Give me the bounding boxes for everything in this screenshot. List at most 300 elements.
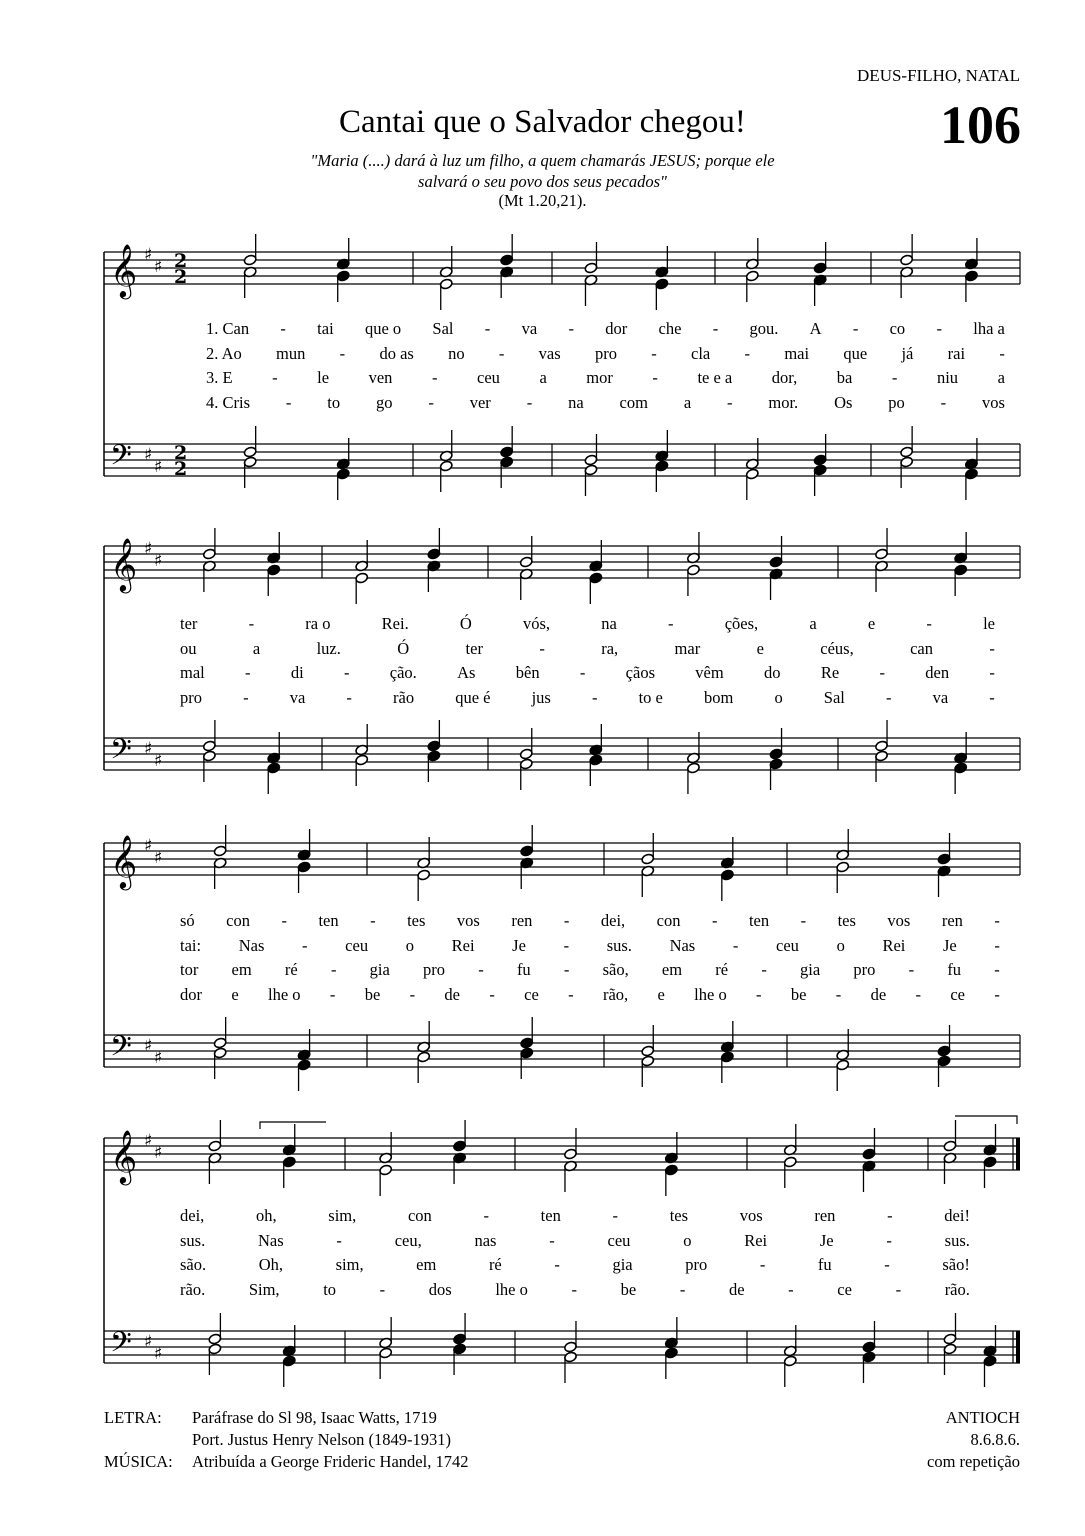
lyric-syllable: -: [668, 614, 674, 633]
lyric-syllable: mal: [180, 663, 205, 682]
lyric-syllable: -: [852, 319, 859, 338]
sharp-sign: ♯: [144, 1036, 153, 1056]
lyric-syllable: mai: [784, 343, 810, 363]
letra-label: LETRA:: [104, 1408, 162, 1427]
lyric-syllable: Nas: [257, 1230, 284, 1250]
lyric-syllable: ten: [540, 1206, 561, 1225]
sharp-sign: ♯: [154, 1143, 163, 1163]
treble-note: [500, 254, 514, 266]
lyric-syllable: -: [563, 911, 570, 930]
lyric-syllable: ba: [836, 368, 853, 387]
lyric-syllable: a: [997, 368, 1005, 387]
lyric-syllable: Je: [819, 1230, 834, 1250]
lyric-line: [180, 1255, 970, 1275]
lyric-syllable: dei,: [600, 911, 626, 930]
lyric-syllable: ções,: [724, 614, 759, 633]
lyric-syllable: A: [809, 319, 822, 338]
repeat-note: com repetição: [927, 1452, 1020, 1471]
lyric-syllable: ce: [950, 984, 965, 1004]
lyric-syllable: vos: [982, 392, 1005, 412]
lyric-syllable: ten: [748, 911, 770, 930]
bass-note: [208, 1333, 222, 1345]
lyric-syllable: gia: [369, 960, 390, 979]
lyric-syllable: são.: [180, 1255, 207, 1274]
lyric-line: [180, 614, 995, 634]
lyric-syllable: -: [989, 638, 995, 658]
lyric-syllable: -: [756, 984, 762, 1004]
bass-note: [355, 754, 369, 766]
lyric-syllable: dei,: [180, 1206, 205, 1225]
lyric-line: [180, 911, 1000, 931]
bass-note: [500, 456, 514, 468]
lyric-syllable: -: [568, 319, 574, 338]
lyric-line: [180, 936, 1000, 956]
lyric-syllable: can: [910, 638, 933, 658]
letra-text-1: Paráfrase do Sl 98, Isaac Watts, 1719: [192, 1408, 437, 1427]
lyric-syllable: Oh,: [258, 1255, 284, 1274]
lyric-syllable: -: [330, 960, 337, 979]
lyric-syllable: -: [761, 960, 767, 979]
lyric-syllable: a: [683, 392, 692, 412]
lyric-syllable: -: [989, 687, 995, 707]
lyric-syllable: ou: [180, 638, 197, 658]
treble-note: [664, 1164, 678, 1176]
bass-note: [282, 1355, 296, 1367]
bass-note: [519, 748, 533, 760]
lyric-syllable: -: [409, 984, 416, 1004]
lyric-syllable: As: [457, 663, 476, 682]
lyric-syllable: -: [526, 392, 533, 412]
bass-note: [664, 1347, 678, 1359]
lyric-line: [180, 985, 1000, 1005]
lyric-syllable: bom: [703, 687, 734, 707]
bass-note: [203, 750, 217, 762]
lyric-syllable: em: [416, 1255, 437, 1274]
lyric-syllable: -: [539, 638, 545, 658]
treble-note: [836, 861, 850, 873]
lyric-syllable: ren: [511, 911, 533, 930]
lyric-syllable: mor.: [768, 392, 799, 412]
bass-note: [954, 762, 968, 774]
treble-note: [417, 869, 431, 881]
lyric-syllable: a: [809, 614, 817, 633]
lyric-syllable: e: [657, 984, 665, 1004]
bass-note: [641, 1045, 655, 1057]
lyric-syllable: to: [327, 392, 341, 412]
sharp-sign: ♯: [144, 836, 153, 856]
treble-clef: 𝄞: [110, 537, 138, 591]
musica-text: Atribuída a George Frideric Handel, 1742: [192, 1452, 469, 1471]
quote-line-2: salvará o seu povo dos seus pecados": [418, 172, 667, 191]
lyric-syllable: rão.: [944, 1279, 970, 1299]
bass-note: [862, 1341, 876, 1353]
treble-note: [862, 1148, 876, 1160]
treble-note: [783, 1156, 797, 1168]
treble-note: [267, 564, 281, 576]
lyric-syllable: mun: [276, 343, 306, 363]
bass-note: [564, 1351, 578, 1363]
lyric-syllable: do as: [379, 343, 414, 363]
lyric-syllable: Je: [943, 935, 957, 955]
bass-note: [687, 762, 701, 774]
time-signature-bottom: 2: [174, 266, 188, 288]
lyric-syllable: ter: [180, 614, 198, 633]
treble-note: [983, 1156, 997, 1168]
treble-note: [937, 853, 951, 865]
lyric-syllable: de: [870, 984, 887, 1004]
lyric-syllable: -: [886, 687, 892, 707]
lyric-syllable: ten: [318, 911, 339, 930]
lyric-syllable: dos: [428, 1279, 452, 1299]
letra-line-1: [104, 1407, 468, 1429]
treble-note: [900, 254, 914, 266]
treble-note: [564, 1148, 578, 1160]
letra-line-2: Port. Justus Henry Nelson (1849-1931): [192, 1430, 451, 1449]
lyric-syllable: em: [661, 960, 683, 979]
sharp-sign: ♯: [144, 445, 153, 465]
lyric-syllable: -: [343, 663, 350, 682]
lyric-line: [180, 639, 995, 659]
bass-note: [769, 748, 783, 760]
lyric-syllable: be: [790, 984, 807, 1004]
bass-clef: 𝄢: [110, 439, 132, 479]
lyric-syllable: -: [302, 935, 308, 955]
musica-line: [104, 1451, 468, 1473]
lyric-syllable: -: [571, 1279, 577, 1299]
lyric-syllable: -: [800, 911, 807, 930]
lyric-syllable: -: [879, 663, 885, 682]
bass-note: [641, 1055, 655, 1067]
bass-note: [213, 1047, 227, 1059]
bracket-mark: [260, 1122, 326, 1129]
lyric-syllable: -: [915, 984, 921, 1004]
sharp-sign: ♯: [154, 848, 163, 868]
treble-note: [954, 564, 968, 576]
lyric-syllable: vos: [456, 911, 480, 930]
lyric-syllable: co: [889, 319, 906, 338]
lyric-syllable: lha a: [973, 319, 1005, 338]
lyric-syllable: -: [489, 984, 495, 1004]
bass-note: [655, 460, 669, 472]
hymn-category: DEUS-FILHO, NATAL: [857, 66, 1020, 85]
bass-clef: 𝄢: [110, 1030, 132, 1070]
lyric-syllable: Re: [820, 663, 840, 682]
lyric-syllable: ren: [814, 1206, 836, 1225]
bass-note: [783, 1355, 797, 1367]
treble-note: [875, 548, 889, 560]
bass-note: [813, 464, 827, 476]
bass-note: [427, 750, 441, 762]
lyric-syllable: Sal: [823, 687, 845, 707]
bass-note: [900, 456, 914, 468]
lyric-syllable: Ó: [459, 614, 472, 633]
lyric-syllable: -: [484, 319, 491, 338]
bass-note: [943, 1333, 957, 1345]
lyric-syllable: -: [744, 343, 751, 363]
lyric-syllable: céus,: [820, 638, 854, 658]
lyric-syllable: -: [549, 1230, 555, 1250]
lyric-syllable: sus.: [180, 1230, 206, 1250]
bass-note: [584, 454, 598, 466]
sharp-sign: ♯: [154, 1048, 163, 1068]
lyric-syllable: -: [886, 1230, 892, 1250]
lyric-syllable: -: [940, 392, 947, 412]
lyric-line: [206, 344, 1005, 364]
lyric-line: [180, 688, 995, 708]
treble-note: [355, 572, 369, 584]
bass-note: [297, 1059, 311, 1071]
lyric-syllable: o: [405, 935, 414, 955]
lyric-syllable: tai: [317, 319, 334, 338]
lyric-syllable: -: [379, 1279, 386, 1299]
treble-note: [208, 1140, 222, 1152]
bass-note: [453, 1333, 467, 1345]
lyric-syllable: vas: [538, 343, 561, 363]
lyric-syllable: dor: [180, 984, 202, 1004]
lyric-syllable: -: [281, 911, 287, 930]
bass-note: [208, 1343, 222, 1355]
lyric-syllable: que: [843, 343, 868, 363]
lyric-syllable: Nas: [238, 935, 265, 955]
lyric-line: [206, 368, 1005, 388]
bass-note: [875, 750, 889, 762]
treble-clef: 𝄞: [110, 1129, 138, 1183]
lyric-syllable: con: [226, 911, 250, 930]
lyric-syllable: ter: [465, 638, 483, 658]
lyric-syllable: de: [444, 984, 460, 1004]
lyric-syllable: ra o: [305, 614, 331, 633]
lyric-syllable: ção.: [389, 663, 417, 682]
lyric-syllable: -: [248, 614, 255, 633]
sharp-sign: ♯: [144, 1131, 153, 1151]
lyric-syllable: -: [370, 911, 376, 930]
lyric-syllable: con: [407, 1206, 432, 1225]
bass-note: [439, 460, 453, 472]
lyric-syllable: Os: [834, 392, 853, 412]
bass-note: [267, 762, 281, 774]
treble-note: [453, 1140, 467, 1152]
bass-note: [813, 454, 827, 466]
lyric-syllable: -: [563, 935, 570, 955]
lyric-syllable: çãos: [625, 663, 655, 682]
lyric-syllable: tai:: [180, 935, 202, 955]
scripture-reference: (Mt 1.20,21).: [498, 191, 587, 210]
bass-note: [520, 1047, 534, 1059]
lyric-syllable: va: [289, 687, 306, 707]
sharp-sign: ♯: [154, 1344, 163, 1364]
lyric-syllable: rão: [393, 687, 415, 707]
bass-note: [520, 1037, 534, 1049]
lyric-syllable: -: [483, 1206, 489, 1225]
lyric-syllable: e: [867, 614, 876, 633]
lyric-syllable: Rei.: [381, 614, 409, 633]
hymn-number: 106: [940, 95, 1021, 155]
lyric-syllable: lhe o: [694, 984, 727, 1004]
lyric-syllable: te e a: [697, 368, 733, 387]
time-signature-top: 2: [174, 442, 188, 464]
lyric-syllable: sim,: [335, 1255, 364, 1274]
lyric-syllable: -: [498, 343, 505, 363]
time-signature-bottom: 2: [174, 458, 188, 480]
bass-note: [336, 468, 350, 480]
lyric-syllable: -: [612, 1206, 619, 1225]
lyric-syllable: -: [994, 984, 1000, 1004]
lyric-syllable: -: [732, 935, 739, 955]
lyric-syllable: pro: [423, 960, 446, 979]
lyric-syllable: be: [364, 984, 381, 1004]
treble-clef: 𝄞: [110, 243, 138, 297]
bass-note: [900, 446, 914, 458]
lyric-line: [180, 1280, 970, 1300]
lyric-syllable: -: [568, 984, 574, 1004]
lyric-syllable: são!: [942, 1255, 970, 1274]
lyric-syllable: le: [983, 614, 995, 633]
lyric-syllable: gia: [612, 1255, 633, 1274]
lyric-syllable: -: [788, 1279, 794, 1299]
bass-note: [769, 758, 783, 770]
treble-note: [813, 262, 827, 274]
lyric-syllable: -: [272, 368, 278, 387]
lyric-syllable: ven: [368, 368, 393, 387]
bass-note: [943, 1343, 957, 1355]
treble-note: [745, 270, 759, 282]
lyric-syllable: -: [346, 687, 352, 707]
sharp-sign: ♯: [144, 245, 153, 265]
treble-note: [282, 1156, 296, 1168]
lyric-syllable: rão.: [180, 1279, 206, 1299]
lyric-syllable: com: [619, 392, 648, 412]
lyric-syllable: do: [764, 663, 781, 682]
lyric-syllable: to: [323, 1279, 337, 1299]
lyric-syllable: tes: [407, 911, 426, 930]
lyric-line: [206, 393, 1005, 413]
bass-note: [836, 1059, 850, 1071]
bass-note: [564, 1341, 578, 1353]
bass-note: [983, 1355, 997, 1367]
lyric-syllable: 3. E: [206, 368, 233, 387]
lyric-syllable: a: [252, 638, 261, 658]
lyric-syllable: ce: [524, 984, 539, 1004]
lyric-syllable: -: [884, 1255, 890, 1274]
bass-note: [243, 456, 257, 468]
treble-note: [243, 254, 257, 266]
lyric-syllable: di: [290, 663, 304, 682]
lyric-syllable: Rei: [744, 1230, 768, 1250]
lyric-syllable: gia: [800, 960, 821, 979]
lyric-syllable: no: [448, 343, 465, 363]
credits: [104, 1407, 468, 1473]
treble-note: [427, 548, 441, 560]
lyric-syllable: tes: [669, 1206, 689, 1225]
treble-note: [641, 853, 655, 865]
bass-note: [937, 1055, 951, 1067]
lyric-syllable: -: [285, 392, 292, 412]
lyric-syllable: cla: [691, 343, 711, 363]
lyric-line: [180, 663, 995, 683]
lyric-syllable: 2. Ao: [206, 343, 242, 363]
lyric-syllable: a: [539, 368, 547, 387]
lyric-syllable: -: [591, 687, 598, 707]
bass-note: [519, 758, 533, 770]
treble-note: [589, 572, 603, 584]
lyric-syllable: mor: [586, 368, 613, 387]
bass-note: [453, 1343, 467, 1355]
treble-note: [336, 270, 350, 282]
lyric-syllable: ré: [284, 960, 298, 979]
lyric-syllable: 4. Cris: [206, 392, 251, 412]
bass-note: [937, 1045, 951, 1057]
lyric-syllable: pro: [853, 960, 876, 979]
lyric-syllable: e: [231, 984, 239, 1004]
time-signature-top: 2: [174, 250, 188, 272]
bass-clef: 𝄢: [110, 733, 132, 773]
lyric-syllable: 1. Can: [206, 319, 250, 338]
lyric-syllable: tor: [180, 960, 199, 979]
lyric-syllable: go: [375, 392, 393, 412]
lyric-syllable: -: [652, 368, 658, 387]
lyric-syllable: -: [428, 392, 434, 412]
lyric-syllable: sus.: [944, 1230, 970, 1250]
lyric-syllable: le: [317, 368, 330, 387]
lyric-syllable: -: [651, 343, 657, 363]
lyric-syllable: vos: [887, 911, 911, 930]
lyric-syllable: ren: [941, 911, 963, 930]
lyric-syllable: -: [243, 687, 249, 707]
lyric-syllable: que é: [455, 687, 491, 707]
lyric-syllable: -: [563, 960, 570, 979]
lyric-syllable: -: [727, 392, 733, 412]
bass-note: [720, 1051, 734, 1063]
lyric-syllable: ceu: [776, 935, 799, 955]
lyric-syllable: -: [711, 911, 718, 930]
lyric-syllable: dor: [605, 319, 628, 338]
lyric-syllable: só: [180, 911, 195, 930]
lyric-syllable: Nas: [669, 935, 696, 955]
lyric-syllable: dor,: [771, 368, 798, 387]
lyric-syllable: sus.: [606, 935, 632, 955]
lyric-syllable: -: [926, 614, 932, 633]
lyric-syllable: niu: [936, 368, 959, 387]
treble-note: [213, 845, 227, 857]
lyric-syllable: são,: [602, 960, 629, 979]
bass-note: [213, 1037, 227, 1049]
lyric-syllable: -: [887, 1206, 893, 1225]
bass-note: [584, 464, 598, 476]
bass-note: [500, 446, 514, 458]
lyric-syllable: -: [245, 663, 251, 682]
lyric-syllable: na: [601, 614, 617, 633]
lyric-syllable: já: [901, 343, 914, 363]
lyric-syllable: -: [989, 663, 995, 682]
lyric-syllable: -: [339, 343, 346, 363]
lyric-syllable: -: [936, 319, 942, 338]
lyric-syllable: -: [994, 960, 1000, 979]
lyric-syllable: che: [658, 319, 682, 338]
lyric-syllable: -: [891, 368, 898, 387]
treble-note: [297, 861, 311, 873]
lyric-syllable: e: [756, 638, 764, 658]
lyric-syllable: -: [579, 663, 586, 682]
lyric-syllable: sim,: [328, 1206, 357, 1225]
lyric-syllable: pro: [180, 687, 202, 707]
lyric-syllable: Sal: [432, 319, 454, 338]
lyric-syllable: o: [683, 1230, 692, 1250]
lyric-syllable: ver: [469, 392, 491, 412]
lyric-syllable: Rei: [882, 935, 906, 955]
lyric-syllable: -: [759, 1255, 766, 1274]
bass-clef: 𝄢: [110, 1326, 132, 1366]
lyric-syllable: lhe o: [495, 1279, 528, 1299]
